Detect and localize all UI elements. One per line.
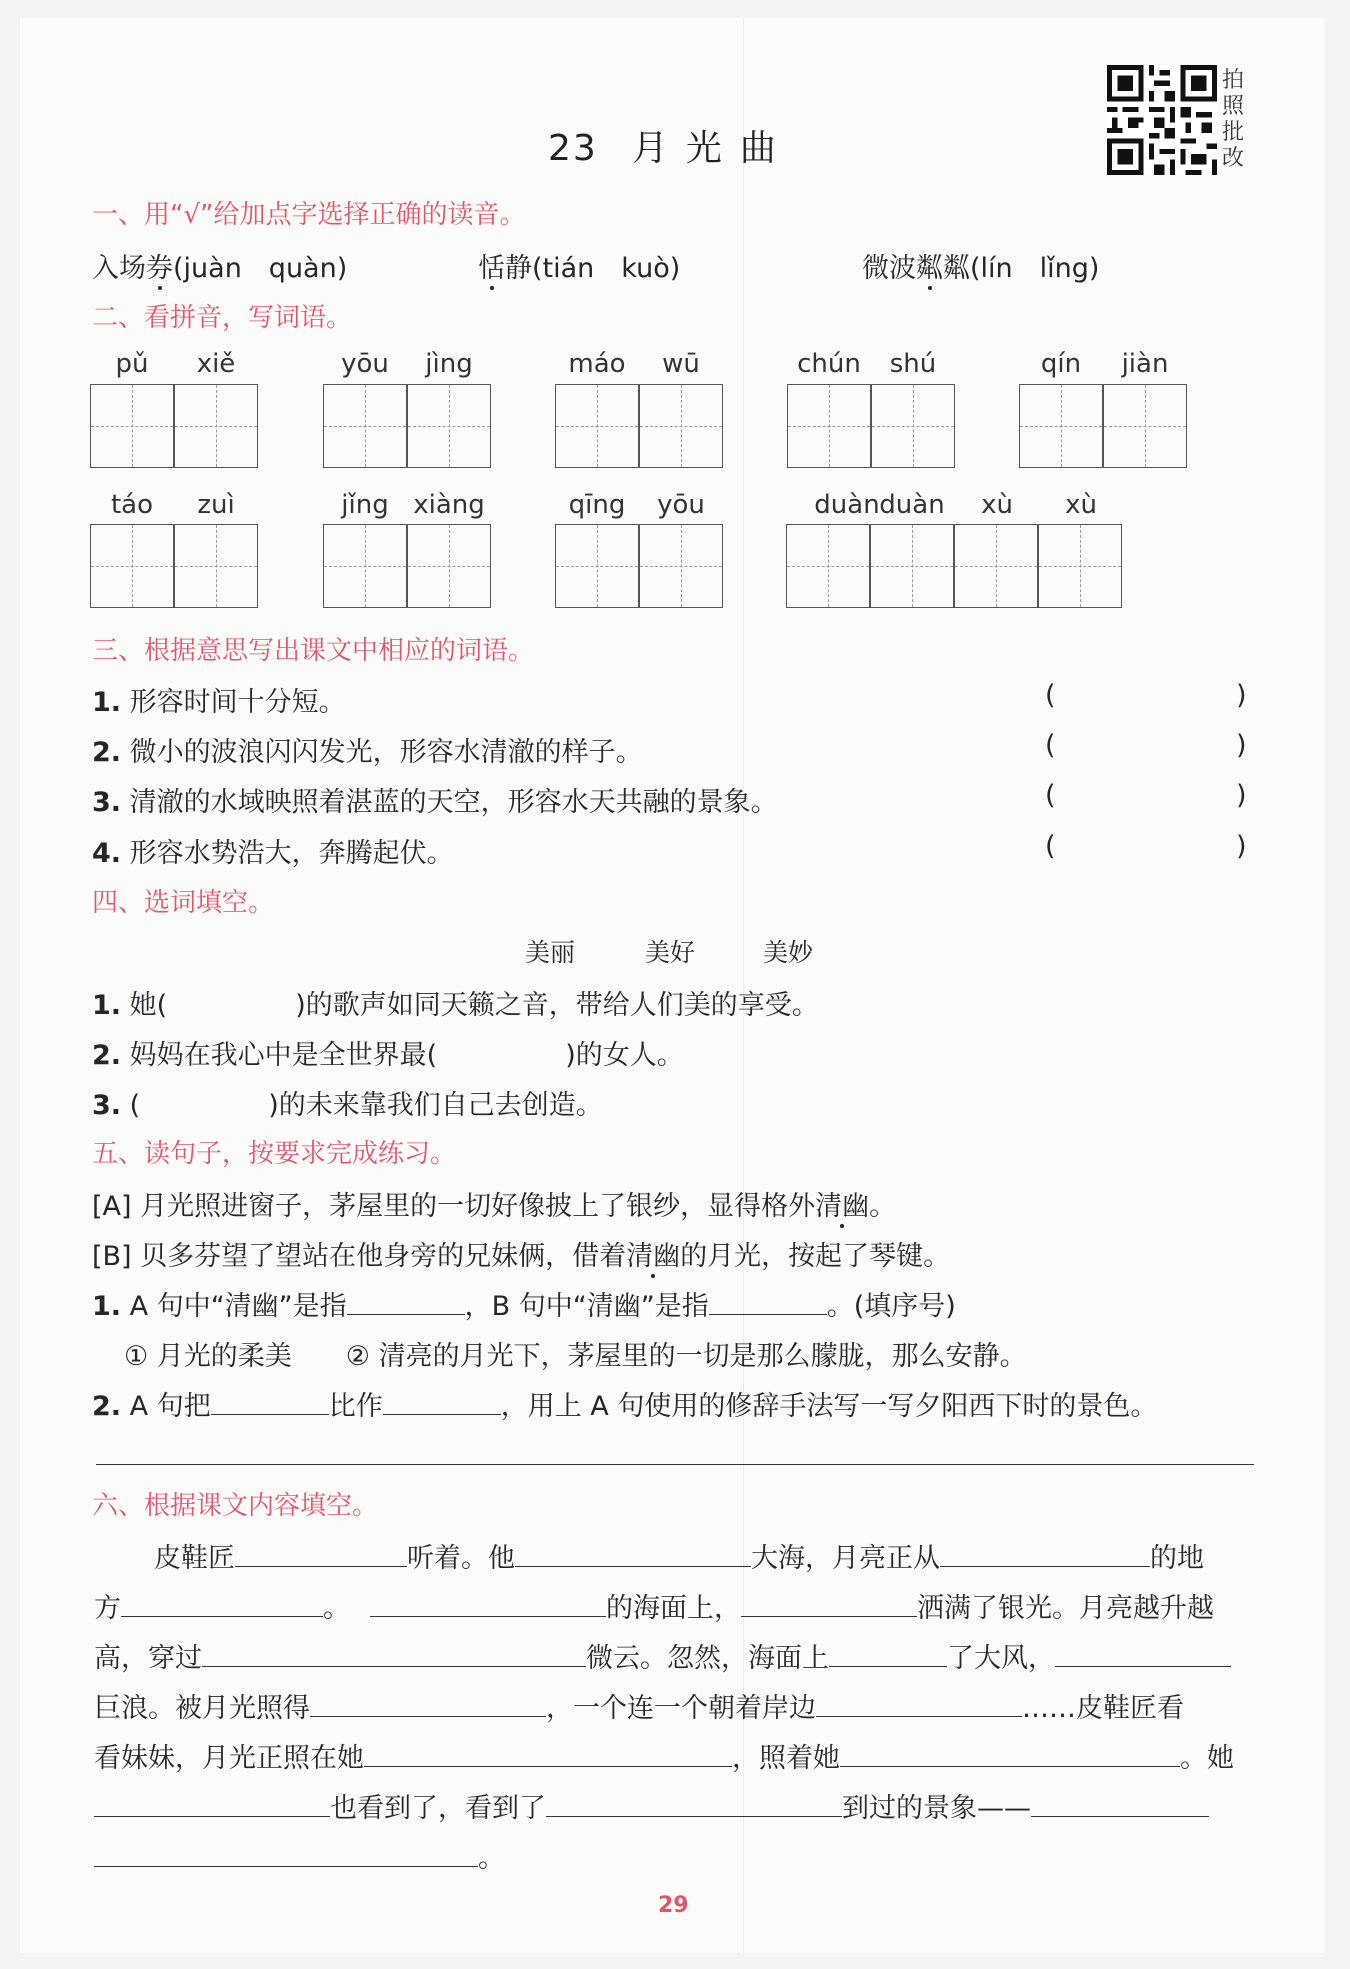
answer-paren-left[interactable]: ( [1045, 780, 1056, 811]
title-char: 光 [685, 128, 724, 169]
writing-box[interactable] [1019, 384, 1103, 468]
pinyin: jiàn [1121, 349, 1169, 379]
sentence-a: [A] 月光照进窗子，茅屋里的一切好像披上了银纱，显得格外清幽。 [92, 1184, 896, 1223]
q5-item-2: 2. A 句把 比作 ，用上 A 句使用的修辞手法写一写夕阳西下时的景色。 [92, 1391, 1158, 1422]
pinyin: wū [662, 349, 700, 379]
q6-line-5: 看妹妹，月光正照在她 ，照着她 。她 [94, 1743, 1234, 1774]
writing-box[interactable] [407, 524, 491, 608]
word-option: 美丽 [525, 938, 576, 967]
section-3-heading: 三、根据意思写出课文中相应的词语。 [92, 636, 535, 666]
answer-blank[interactable] [1031, 1792, 1209, 1817]
pinyin-options[interactable]: (tián kuò) [532, 253, 681, 284]
q3-item: 1. 形容时间十分短。 [92, 687, 346, 718]
title-char: 曲 [739, 128, 778, 169]
writing-box[interactable] [174, 384, 258, 468]
pinyin: xù [981, 490, 1013, 520]
answer-blank[interactable] [235, 1542, 407, 1567]
pinyin: jǐng [341, 490, 389, 520]
answer-blank[interactable] [816, 1692, 1022, 1717]
writing-box[interactable] [407, 384, 491, 468]
pinyin: duàn [879, 490, 945, 520]
answer-blank[interactable] [383, 1390, 501, 1415]
section-1-heading: 一、用“√”给加点字选择正确的读音。 [92, 200, 526, 230]
pinyin: qín [1040, 349, 1082, 379]
answer-paren-right[interactable]: ) [1236, 730, 1247, 761]
q5-options: ① 月光的柔美 ② 清亮的月光下，茅屋里的一切是那么朦胧，那么安静。 [124, 1341, 1027, 1372]
answer-blank[interactable] [829, 1642, 947, 1667]
word-option: 美好 [645, 938, 696, 967]
q6-line-2: 方 。 的海面上， 洒满了银光。月亮越升越 [94, 1593, 1214, 1624]
section-6-heading: 六、根据课文内容填空。 [92, 1491, 379, 1521]
q5-item-1: 1. A 句中“清幽”是指 ，B 句中“清幽”是指 。(填序号) [92, 1291, 956, 1322]
writing-box[interactable] [871, 384, 955, 468]
section-5-heading: 五、读句子，按要求完成练习。 [92, 1139, 457, 1169]
dotted-char: 粼 [916, 246, 943, 285]
writing-line[interactable] [96, 1464, 1254, 1465]
writing-box[interactable] [1103, 384, 1187, 468]
answer-blank[interactable] [515, 1542, 751, 1567]
q3-item: 4. 形容水势浩大，奔腾起伏。 [92, 838, 454, 869]
answer-paren-right[interactable]: ) [1236, 680, 1247, 711]
writing-box[interactable] [786, 524, 870, 608]
lesson-number: 23 [548, 128, 598, 169]
writing-box[interactable] [1038, 524, 1122, 608]
q6-line-3: 高，穿过 微云。忽然，海面上 了大风， [94, 1636, 1231, 1675]
q4-item: 1. 她( )的歌声如同天籁之音，带给人们美的享受。 [92, 990, 819, 1021]
pinyin: chún [797, 349, 861, 379]
q4-item: 3. ( )的未来靠我们自己去创造。 [92, 1090, 603, 1121]
writing-box[interactable] [555, 384, 639, 468]
qr-label: 拍照批改 [1222, 68, 1245, 171]
page-number: 29 [658, 1893, 689, 1918]
answer-blank[interactable] [211, 1390, 329, 1415]
writing-box[interactable] [90, 524, 174, 608]
answer-blank[interactable] [121, 1592, 323, 1617]
pinyin: xù [1065, 490, 1097, 520]
answer-blank[interactable] [840, 1742, 1180, 1767]
writing-box[interactable] [639, 384, 723, 468]
answer-paren-left[interactable]: ( [1045, 831, 1056, 862]
answer-blank[interactable] [202, 1642, 586, 1667]
dotted-char: 恬 [478, 246, 505, 285]
q6-line-1: 皮鞋匠 听着。他 大海，月亮正从 的地 [154, 1543, 1204, 1574]
writing-box[interactable] [555, 524, 639, 608]
writing-box[interactable] [870, 524, 954, 608]
answer-blank[interactable] [347, 1290, 465, 1315]
answer-blank[interactable] [364, 1742, 732, 1767]
q6-line-7: 。 [94, 1836, 505, 1875]
q6-line-6: 也看到了，看到了 到过的景象—— [94, 1786, 1209, 1825]
pinyin: xiàng [413, 490, 485, 520]
pinyin: xiě [196, 349, 236, 379]
dotted-word: 清幽 [626, 1234, 680, 1273]
word-option: 美妙 [763, 938, 814, 967]
answer-blank[interactable] [1055, 1642, 1231, 1667]
writing-box[interactable] [954, 524, 1038, 608]
answer-paren-left[interactable]: ( [1045, 680, 1056, 711]
section-2-heading: 二、看拼音，写词语。 [92, 303, 353, 333]
qr-code-icon[interactable] [1107, 65, 1217, 175]
pinyin: táo [110, 490, 154, 520]
writing-box[interactable] [174, 524, 258, 608]
q4-item: 2. 妈妈在我心中是全世界最( )的女人。 [92, 1040, 684, 1071]
pinyin-options[interactable]: (lín lǐng) [970, 253, 1100, 284]
q1-item-3: 微波粼粼(lín lǐng) [862, 246, 1099, 285]
q3-item: 2. 微小的波浪闪闪发光，形容水清澈的样子。 [92, 737, 643, 768]
answer-blank[interactable] [94, 1842, 478, 1867]
pinyin: duàn [814, 490, 880, 520]
pinyin-options[interactable]: (juàn quàn) [173, 253, 348, 284]
pinyin: qīng [568, 490, 626, 520]
writing-box[interactable] [787, 384, 871, 468]
pinyin: yōu [341, 349, 389, 379]
writing-box[interactable] [639, 524, 723, 608]
section-4-heading: 四、选词填空。 [92, 888, 275, 918]
pinyin: zuì [197, 490, 235, 520]
pinyin: pǔ [115, 349, 149, 379]
answer-blank[interactable] [546, 1792, 842, 1817]
dotted-char: 券 [146, 246, 173, 285]
title-char: 月 [631, 128, 670, 169]
writing-box[interactable] [90, 384, 174, 468]
answer-blank[interactable] [709, 1290, 827, 1315]
answer-blank[interactable] [741, 1592, 917, 1617]
answer-paren-right[interactable]: ) [1236, 780, 1247, 811]
pinyin: yōu [657, 490, 705, 520]
sentence-b: [B] 贝多芬望了望站在他身旁的兄妹俩，借着清幽的月光，按起了琴键。 [92, 1234, 950, 1273]
q3-item: 3. 清澈的水域映照着湛蓝的天空，形容水天共融的景象。 [92, 787, 778, 818]
answer-blank[interactable] [94, 1792, 330, 1817]
q1-item-1: 入场券(juàn quàn) [92, 246, 347, 285]
writing-box[interactable] [323, 524, 407, 608]
answer-blank[interactable] [310, 1692, 546, 1717]
answer-blank[interactable] [370, 1592, 606, 1617]
writing-box[interactable] [323, 384, 407, 468]
pinyin: shú [889, 349, 937, 379]
answer-blank[interactable] [940, 1542, 1150, 1567]
q6-line-4: 巨浪。被月光照得 ，一个连一个朝着岸边 ……皮鞋匠看 [94, 1693, 1184, 1724]
answer-paren-left[interactable]: ( [1045, 730, 1056, 761]
pinyin: máo [568, 349, 626, 379]
lesson-title [548, 120, 778, 171]
answer-paren-right[interactable]: ) [1236, 831, 1247, 862]
pinyin: jìng [425, 349, 473, 379]
dotted-word: 清幽 [815, 1191, 869, 1222]
q1-item-2: 恬静(tián kuò) [478, 246, 680, 285]
